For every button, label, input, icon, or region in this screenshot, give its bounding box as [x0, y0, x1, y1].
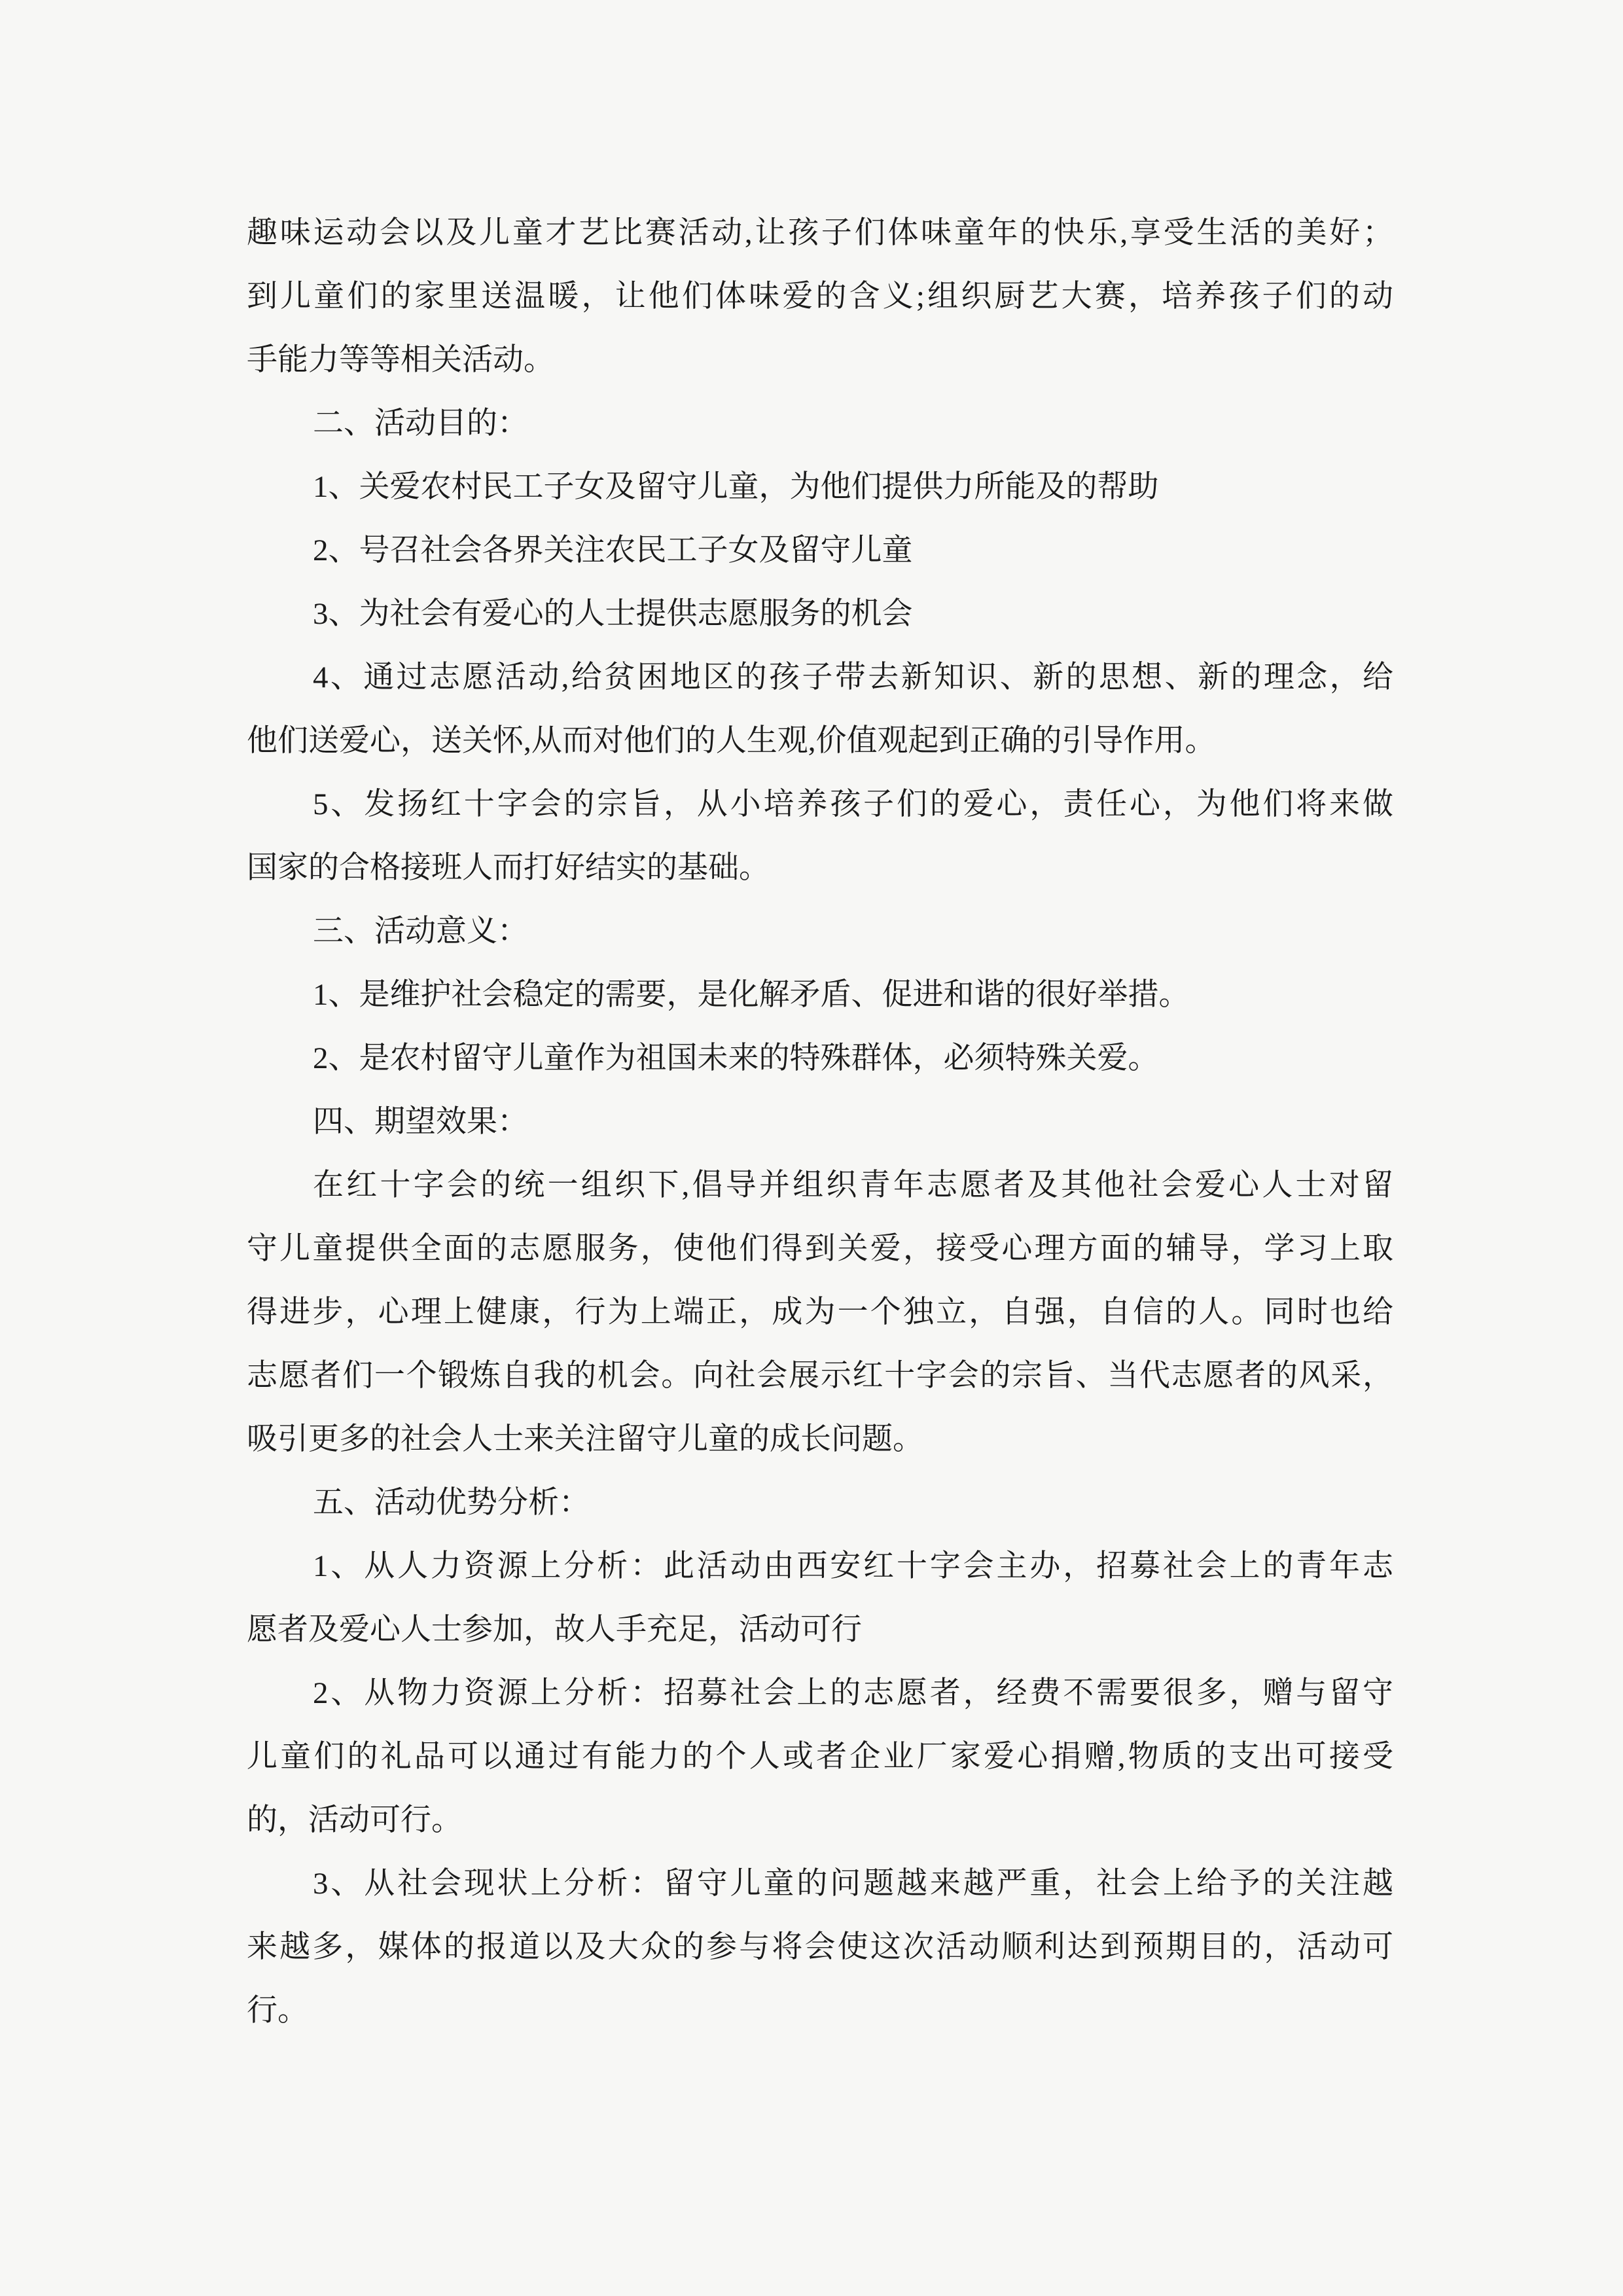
text-line: 儿童们的礼品可以通过有能力的个人或者企业厂家爱心捐赠,物质的支出可接受	[247, 1740, 1393, 1774]
text-line: 的，活动可行。	[247, 1803, 462, 1837]
section-heading: 五、活动优势分析：	[313, 1486, 590, 1520]
section-heading: 二、活动目的：	[313, 406, 528, 440]
list-item: 1、从人力资源上分析：此活动由西安红十字会主办，招募社会上的青年志	[313, 1549, 1393, 1583]
text-line: 国家的合格接班人而打好结实的基础。	[247, 851, 770, 885]
text-line: 他们送爱心，送关怀,从而对他们的人生观,价值观起到正确的引导作用。	[247, 724, 1216, 758]
text-line: 行。	[247, 1994, 308, 2028]
text-line: 到儿童们的家里送温暖，让他们体味爱的含义;组织厨艺大赛，培养孩子们的动	[247, 279, 1393, 314]
document-text	[247, 202, 1393, 2043]
text-line: 手能力等等相关活动。	[247, 343, 554, 377]
list-item: 5、发扬红十字会的宗旨，从小培养孩子们的爱心，责任心，为他们将来做	[313, 787, 1393, 821]
text-line: 趣味运动会以及儿童才艺比赛活动,让孩子们体味童年的快乐,享受生活的美好；	[247, 216, 1393, 250]
list-item: 3、从社会现状上分析：留守儿童的问题越来越严重，社会上给予的关注越	[313, 1867, 1393, 1901]
list-item: 2、从物力资源上分析：招募社会上的志愿者，经费不需要很多，赠与留守	[313, 1676, 1393, 1710]
list-item: 4、通过志愿活动,给贫困地区的孩子带去新知识、新的思想、新的理念，给	[313, 660, 1393, 694]
text-line: 在红十字会的统一组织下,倡导并组织青年志愿者及其他社会爱心人士对留	[313, 1168, 1393, 1202]
list-item: 2、号召社会各界关注农民工子女及留守儿童	[313, 533, 913, 567]
section-heading: 三、活动意义：	[313, 914, 528, 948]
text-line: 志愿者们一个锻炼自我的机会。向社会展示红十字会的宗旨、当代志愿者的风采，	[247, 1359, 1393, 1393]
section-heading: 四、期望效果：	[313, 1105, 528, 1139]
text-line: 愿者及爱心人士参加，故人手充足，活动可行	[247, 1613, 862, 1647]
list-item: 1、是维护社会稳定的需要，是化解矛盾、促进和谐的很好举措。	[313, 978, 1190, 1012]
text-line: 吸引更多的社会人士来关注留守儿童的成长问题。	[247, 1422, 923, 1456]
text-line: 得进步，心理上健康，行为上端正，成为一个独立，自强，自信的人。同时也给	[247, 1295, 1393, 1329]
list-item: 2、是农村留守儿童作为祖国未来的特殊群体，必须特殊关爱。	[313, 1041, 1159, 1075]
list-item: 3、为社会有爱心的人士提供志愿服务的机会	[313, 597, 913, 631]
list-item: 1、关爱农村民工子女及留守儿童，为他们提供力所能及的帮助	[313, 470, 1159, 504]
text-line: 守儿童提供全面的志愿服务，使他们得到关爱，接受心理方面的辅导，学习上取	[247, 1232, 1393, 1266]
text-line: 来越多，媒体的报道以及大众的参与将会使这次活动顺利达到预期目的，活动可	[247, 1930, 1393, 1964]
